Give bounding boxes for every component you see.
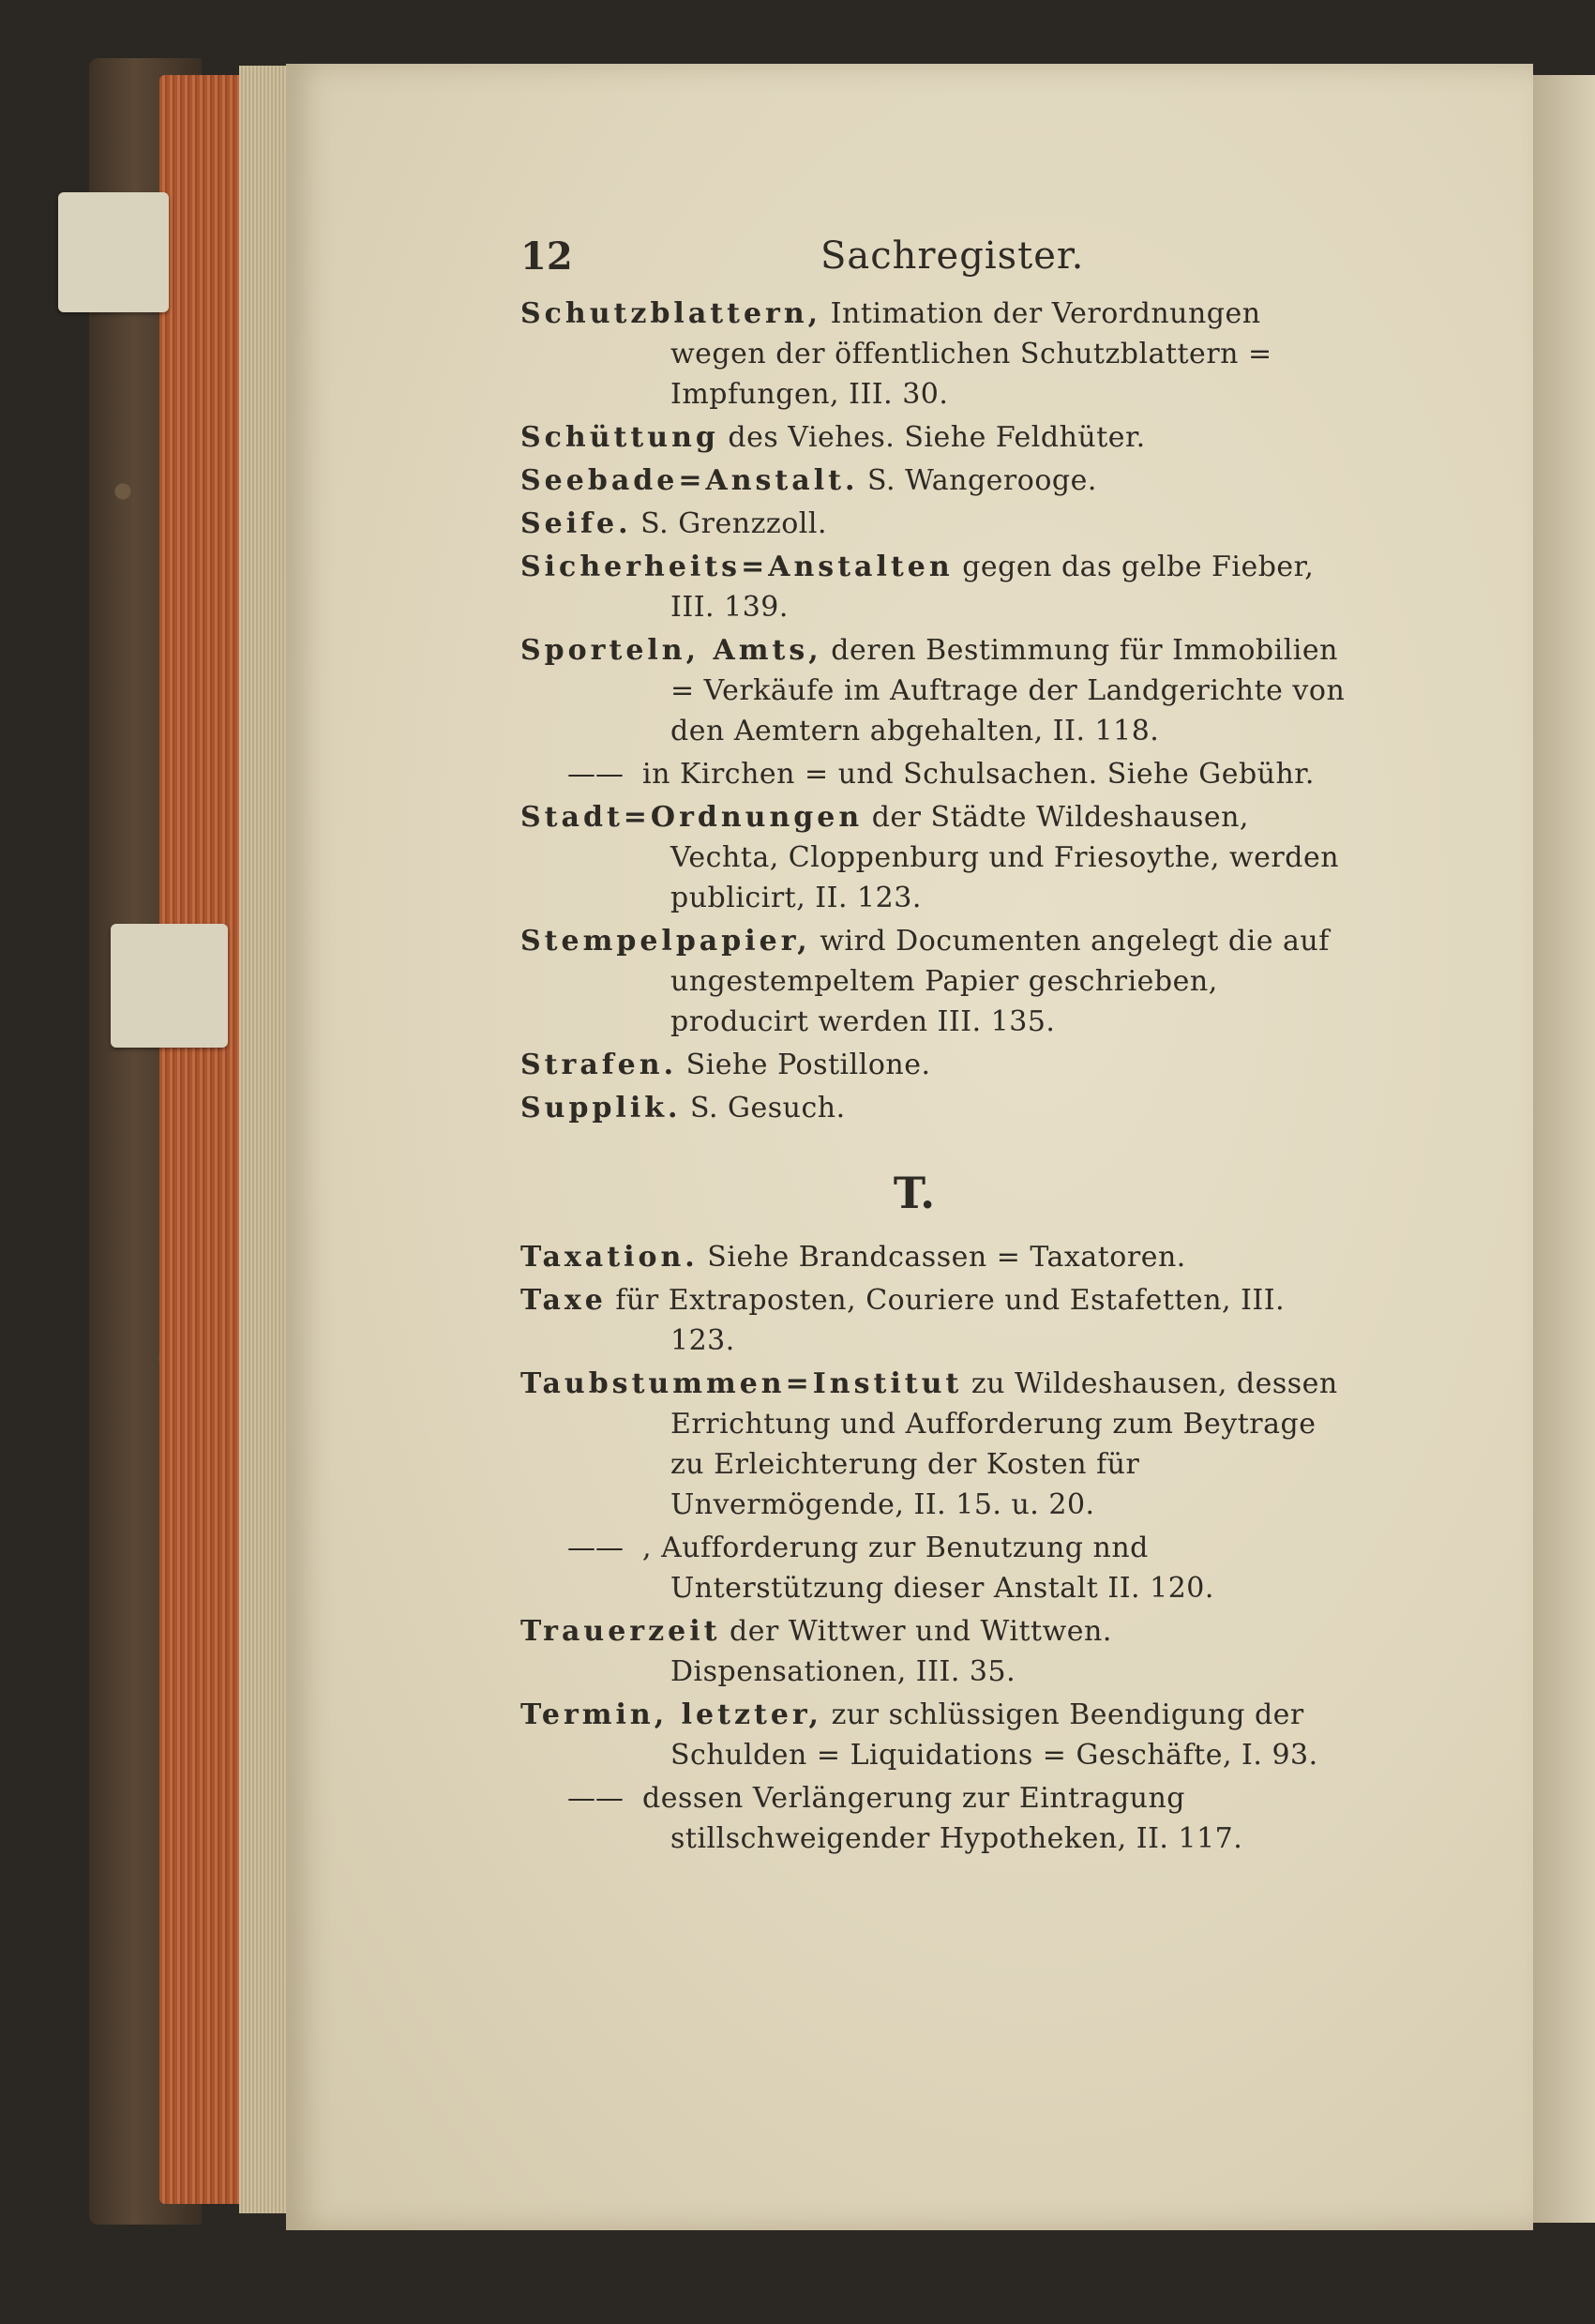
entry-text: Siehe Postillone. (685, 1049, 931, 1081)
entry-text: des Viehes. Siehe Feldhüter. (728, 421, 1146, 454)
entry-text: Siehe Brandcassen = Taxatoren. (707, 1241, 1186, 1274)
section-letter-t: T. (893, 1168, 936, 1218)
entry-text: zu Wildeshausen, dessen Errichtung und Aufforderung zum Beytrage zu Erleichterung der Kosten für Unvermögende, II. 15. u. 20. (670, 1367, 1338, 1521)
ditto-dash: —— (567, 1782, 624, 1815)
entry-text: in Kirchen = und Schulsachen. Siehe Gebühr. (642, 758, 1315, 791)
entry-text: , Aufforderung zur Benutzung nnd Unterstützung dieser Anstalt II. 120. (642, 1532, 1214, 1605)
entry-text: der Städte Wildeshausen, Vechta, Cloppenburg und Friesoythe, werden publicirt, II. 123. (670, 801, 1340, 914)
entry-head: Trauerzeit (520, 1615, 721, 1648)
entry-text: wird Documenten angelegt die auf ungestempeltem Papier geschrieben, producirt werden III. 135. (670, 925, 1330, 1038)
index-entry (520, 1237, 1346, 1277)
paper-tab-middle (111, 924, 228, 1048)
entry-head: Seife. (520, 507, 632, 540)
entry-text: S. Grenzzoll. (640, 507, 827, 540)
index-entry (520, 1045, 1346, 1085)
page-number: 12 (520, 234, 573, 279)
entry-text: gegen das gelbe Fieber, III. 139. (670, 551, 1315, 624)
entry-text: dessen Verlängerung zur Eintragung stillschweigender Hypotheken, II. 117. (642, 1782, 1243, 1855)
index-entry (520, 504, 1346, 544)
entry-head: Sporteln, Amts, (520, 634, 822, 667)
entry-head: Taxe (520, 1284, 607, 1317)
index-entry (520, 294, 1346, 415)
entry-head: Seebade=Anstalt. (520, 464, 859, 497)
index-entry (520, 1364, 1346, 1525)
page-content (520, 234, 1346, 1859)
entry-text: deren Bestimmung für Immobilien = Verkäufe im Auftrage der Landgerichte von den Aemtern abgehalten, II. 118. (670, 634, 1346, 747)
index-entry (520, 797, 1346, 918)
entry-head: Sicherheits=Anstalten (520, 551, 954, 583)
entry-text: zur schlüssigen Beendigung der Schulden = Liquidations = Geschäfte, I. 93. (670, 1698, 1318, 1772)
entry-text: Intimation der Verordnungen wegen der öffentlichen Schutzblattern = Impfungen, III. 30. (670, 297, 1272, 411)
index-subentry (520, 1528, 1346, 1608)
index-entry (520, 547, 1346, 627)
index-entry (520, 1280, 1346, 1361)
facing-page-edge (1533, 75, 1595, 2223)
index-entry (520, 460, 1346, 501)
entry-text: S. Gesuch. (690, 1092, 846, 1124)
ditto-dash: —— (567, 1532, 624, 1564)
index-entry (520, 1695, 1346, 1775)
ditto-dash: —— (567, 758, 624, 791)
entry-head: Strafen. (520, 1049, 678, 1081)
index-entry (520, 417, 1346, 458)
entry-head: Supplik. (520, 1092, 682, 1124)
index-subentry (520, 1778, 1346, 1859)
entry-head: Schutzblattern, (520, 297, 822, 330)
entry-head: Termin, letzter, (520, 1698, 823, 1731)
entry-head: Schüttung (520, 421, 719, 454)
entry-text: der Wittwer und Wittwen. Dispensationen, III. 35. (670, 1615, 1112, 1688)
index-entry (520, 1088, 1346, 1128)
entry-text: für Extraposten, Couriere und Estafetten, III. 123. (615, 1284, 1286, 1357)
index-entry (520, 921, 1346, 1042)
running-head: Sachregister. (820, 234, 1085, 278)
section-t-entries (520, 1237, 1346, 1859)
entry-head: Stadt=Ordnungen (520, 801, 864, 834)
section-s-entries (520, 294, 1346, 1128)
entry-text: S. Wangerooge. (866, 464, 1097, 497)
index-entry (520, 1611, 1346, 1692)
entry-head: Stempelpapier, (520, 925, 811, 958)
entry-head: Taxation. (520, 1241, 699, 1274)
entry-head: Taubstummen=Institut (520, 1367, 963, 1400)
index-entry (520, 630, 1346, 751)
paper-tab-top (58, 192, 169, 312)
page-header (520, 234, 1346, 291)
index-subentry (520, 754, 1346, 794)
